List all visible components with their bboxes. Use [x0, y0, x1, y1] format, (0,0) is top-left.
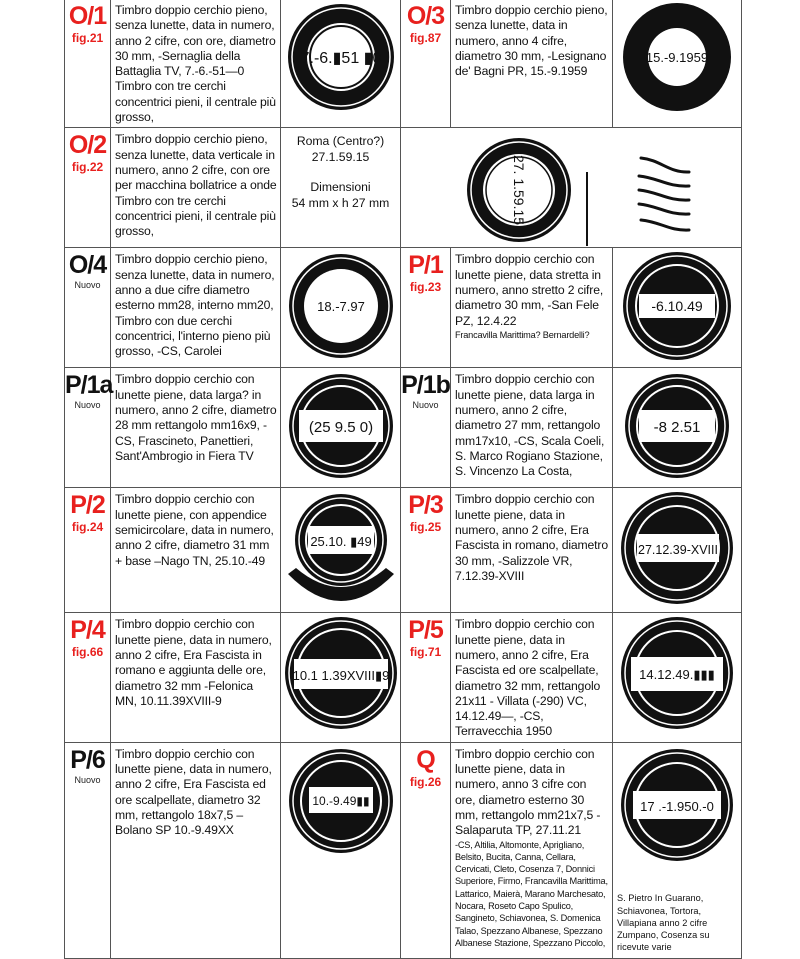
code-cell	[65, 613, 111, 742]
stamp-image	[613, 368, 742, 488]
code-cell	[401, 742, 451, 958]
code-cell	[65, 488, 111, 613]
postmark-p2-icon	[282, 488, 400, 608]
note-dimensions-label: Dimensioni	[310, 180, 371, 195]
location-note	[281, 128, 401, 248]
note-location: Roma (Centro?)	[296, 134, 385, 149]
stamp-code: O/2	[68, 131, 107, 160]
stamp-image	[613, 742, 742, 958]
description	[451, 248, 613, 368]
stamp-code: P/6	[70, 745, 105, 774]
postmark-catalogue-table	[64, 0, 742, 959]
figure-ref: fig.66	[71, 645, 104, 660]
code-cell	[65, 248, 111, 368]
stamp-code: O/4	[68, 251, 107, 280]
description: Timbro doppio cerchio con lunette piene, data in numero, anno 2 cifre, Era Fascista in romano e aggiunta delle ore, diametro 32 mm -Felonica MN, 10.11.39XVIII-9	[111, 613, 281, 742]
description: Timbro doppio cerchio pieno, senza lunette, data verticale in numero, anno 2 cifre, con ore per macchina bollatrice a onde Timbro con tre cerchi concentrici pieni, il centrale più grosso,	[111, 128, 281, 248]
stamp-image	[613, 488, 742, 613]
description: Timbro doppio cerchio con lunette piene, data in numero, anno 2 cifre, Era Fascista ed ore scalpellate, diametro 32 mm, rettangolo 18x7,5 –Bolano SP 10.-9.49XX	[111, 742, 281, 958]
figure-ref: fig.21	[71, 31, 104, 45]
new-label: Nuovo	[74, 280, 101, 291]
code-cell	[401, 368, 451, 488]
table-row	[65, 742, 742, 958]
postmark-p1-icon	[617, 248, 737, 364]
postmark-p3-icon	[617, 488, 737, 608]
postmark-p6-icon	[285, 743, 397, 857]
stamp-date: 10.1 1.39XVIII▮9	[292, 668, 389, 684]
description: Timbro doppio cerchio pieno, senza lunette, data in numero, anno a due cifre diametro esterno mm28, interno mm20, Timbro con due cerchi concentrici, l'interno pieno più grosso, -CS, Carolei	[111, 248, 281, 368]
code-cell	[65, 742, 111, 958]
stamp-code: P/1b	[401, 371, 450, 400]
postmark-p1b-icon	[617, 368, 737, 484]
stamp-date: 15.-9.1959	[645, 50, 709, 65]
stamp-note: S. Pietro In Guarano, Schiavonea, Tortora, Villapiana anno 2 cifre Zumpano, Cosenza su ricevute varie	[617, 893, 710, 953]
table-row	[65, 368, 742, 488]
postmark-p5-icon	[617, 613, 737, 733]
code-cell	[65, 128, 111, 248]
stamp-image	[401, 128, 742, 248]
stamp-image	[613, 248, 742, 368]
code-cell	[65, 368, 111, 488]
note-dimensions: 54 mm x h 27 mm	[291, 195, 390, 210]
postmark-o1-icon	[285, 0, 397, 115]
stamp-date: 25.10. ▮49	[309, 534, 372, 550]
stamp-date: 14.12.49.▮▮▮	[639, 667, 715, 683]
table-row	[65, 128, 742, 248]
figure-ref: fig.25	[409, 520, 442, 535]
postmark-p1a-icon	[285, 368, 397, 484]
description-note: Francavilla Marittima? Bernardelli?	[455, 329, 590, 340]
new-label: Nuovo	[74, 774, 101, 785]
figure-ref: fig.23	[409, 280, 442, 295]
stamp-image	[281, 613, 401, 742]
stamp-date: 27.12.39-XVIII	[638, 543, 718, 558]
stamp-image	[613, 613, 742, 742]
postmark-q-icon	[617, 745, 737, 865]
figure-ref: fig.71	[409, 645, 442, 660]
postmark-p4-icon	[282, 613, 400, 733]
stamp-image	[281, 248, 401, 368]
table-row	[65, 488, 742, 613]
description: Timbro doppio cerchio con lunette piene, data in numero, anno 2 cifre, Era Fascista in romano, diametro 30 mm, -Salizzole VR, 7.12.39-XVIII	[451, 488, 613, 613]
wave-postmark-o2-icon	[421, 128, 721, 246]
figure-ref: fig.87	[409, 31, 442, 45]
stamp-code: P/4	[70, 616, 105, 645]
description-locations: -CS, Altilia, Altomonte, Aprigliano, Belsito, Bucita, Canna, Cellara, Cervicati, Cleto, Cosenza 7, Donnici Superiore, Firmo, Francavilla Marittima, Lattarico, Maierà, Marano Marchesato, Nocara, Roseto Capo Spulico, Sangineto, Schiavonea, S. Domenica Talao, Spezzano Albanese, Spezzano Albanese Stazione, Spezzano Piccolo,	[455, 839, 608, 948]
stamp-code: O/1	[68, 2, 107, 30]
description: Timbro doppio cerchio con lunette piene, con appendice semicircolare, data in numero, anno 2 cifre, diametro 31 mm + base –Nago TN, 25.10.-49	[111, 488, 281, 613]
stamp-code: P/2	[70, 491, 105, 520]
new-label: Nuovo	[74, 400, 101, 411]
stamp-date: 27. 1.59.15	[511, 155, 527, 226]
description-main: Timbro doppio cerchio con lunette piene, data in numero, anno 3 cifre con ore, diametro esterno 30 mm, rettangolo mm21x7,5 -Salaparuta TP, 27.11.21	[455, 746, 601, 838]
stamp-code: Q	[416, 745, 435, 774]
stamp-date: -6.10.49	[651, 298, 703, 315]
note-date: 27.1.59.15	[311, 149, 370, 164]
stamp-code: P/1	[408, 251, 443, 280]
figure-ref: fig.24	[71, 520, 104, 535]
postmark-o4-icon	[285, 248, 397, 364]
description	[451, 742, 613, 958]
description: Timbro doppio cerchio pieno, senza lunette, data in numero, anno 4 cifre, diametro 30 mm, -Lesignano de' Bagni PR, 15.-9.1959	[451, 0, 613, 128]
stamp-date: -8 2.51	[653, 419, 701, 437]
stamp-date: 18.-7.97	[316, 299, 365, 315]
code-cell	[401, 0, 451, 128]
code-cell	[65, 0, 111, 128]
stamp-date: 10.-9.49▮▮	[311, 793, 370, 808]
stamp-image	[613, 0, 742, 128]
description: Timbro doppio cerchio con lunette piene, data larga in numero, anno 2 cifre, diametro 27 mm, rettangolo mm17x10, -CS, Scala Coeli, S. Marco Rogiano Stazione, S. Vincenzo La Costa,	[451, 368, 613, 488]
figure-ref: fig.22	[71, 160, 104, 175]
figure-ref: fig.26	[409, 774, 442, 789]
code-cell	[401, 248, 451, 368]
stamp-code: P/1a	[65, 371, 113, 400]
table-row	[65, 248, 742, 368]
description: Timbro doppio cerchio con lunette piene, data in numero, anno 2 cifre, Era Fascista ed ore scalpellate, diametro 32 mm, rettangolo 21x11 - Villata (-290) VC, 14.12.49—, -CS, Terravecchia 1950	[451, 613, 613, 742]
code-cell	[401, 488, 451, 613]
table-row	[65, 0, 742, 128]
stamp-image	[281, 0, 401, 128]
stamp-image	[281, 742, 401, 958]
stamp-image	[281, 368, 401, 488]
stamp-image	[281, 488, 401, 613]
wave-lines-icon	[639, 158, 689, 230]
stamp-code: P/3	[408, 491, 443, 520]
new-label: Nuovo	[412, 400, 439, 411]
stamp-date: (25 9.5 0)	[308, 419, 373, 437]
stamp-date: 7.-6.▮51 ▮0	[300, 50, 381, 67]
stamp-date: 17 .-1.950.-0	[640, 798, 714, 814]
description: Timbro doppio cerchio con lunette piene, data larga? in numero, anno 2 cifre, diametro 28 mm rettangolo mm16x9, -CS, Frascineto, Panettieri, Sant'Ambrogio in Fiera TV	[111, 368, 281, 488]
code-cell	[401, 613, 451, 742]
postmark-o3-icon	[617, 0, 737, 115]
table-row	[65, 613, 742, 742]
description-main: Timbro doppio cerchio con lunette piene, data stretta in numero, anno stretto 2 cifre, diametro 30 mm, -San Fele PZ, 12.4.22	[455, 252, 604, 328]
stamp-code: P/5	[408, 616, 443, 645]
stamp-code: O/3	[406, 2, 445, 30]
description: Timbro doppio cerchio pieno, senza lunette, data in numero, anno 2 cifre, con ore, diametro 30 mm, -Sernaglia della Battaglia TV, 7.-6.-51—0 Timbro con tre cerchi concentrici pieni, il centrale più grosso,	[111, 0, 281, 128]
